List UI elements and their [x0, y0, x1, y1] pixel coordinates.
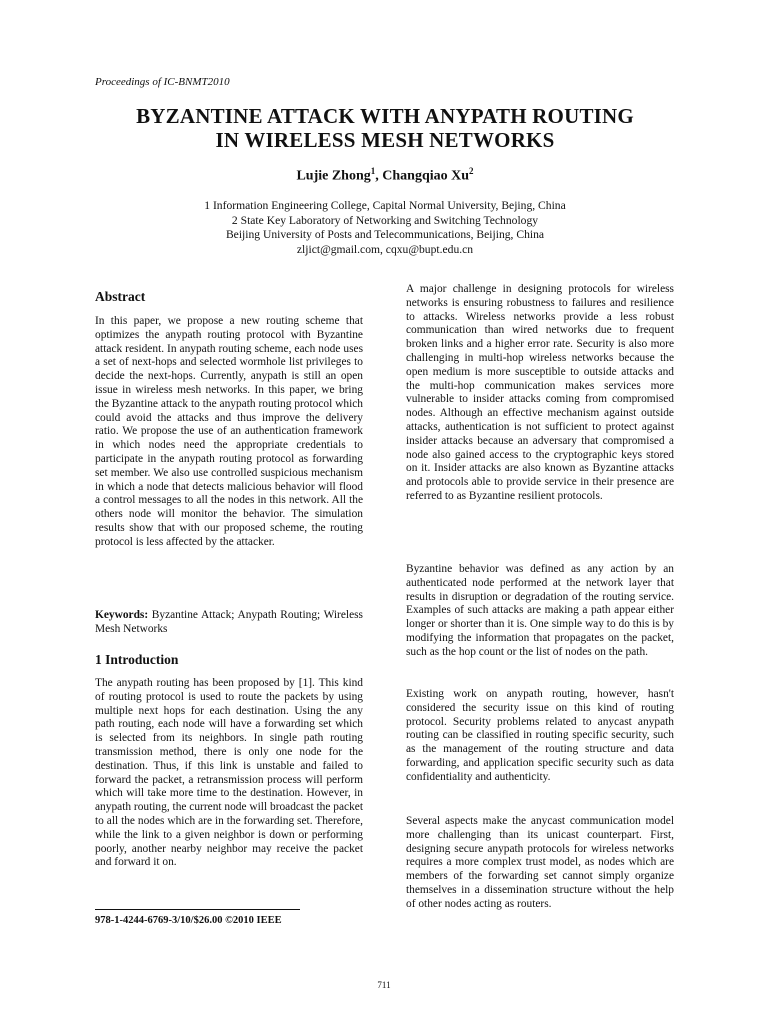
- paper-title: [60, 104, 710, 152]
- abstract-heading: Abstract: [95, 289, 146, 304]
- title-line-1: BYZANTINE ATTACK WITH ANYPATH ROUTING: [136, 104, 634, 128]
- abstract-body: In this paper, we propose a new routing scheme that optimizes the anypath routing protocol with Byzantine attack resident. In anypath routing scheme, each node uses a set of next-hops and selected wormhole list privileges to decide the next-hops. Currently, anypath is still an open issue in wireless mesh networks. In this paper, we bring the Byzantine attack to the anypath routing protocol which could avoid the attacks and thus improve the delivery ratio. We propose the use of an authentication framework in which nodes need the appropriate credentials to participate in the anypath routing protocol as forwarding set member. We also use controlled suspicious mechanism in which a node that detects malicious behavior will flood a control messages to all the nodes in this network. All the others node will monitor the behavior. The simulation results show that with our proposed scheme, the routing protocol is less affected by the attacker.: [95, 315, 363, 548]
- introduction-heading: 1 Introduction: [95, 652, 179, 667]
- author-separator: ,: [375, 168, 383, 184]
- right-paragraph-3: Existing work on anypath routing, however, hasn't considered the security issue on this kind of routing protocol. Security problems related to anycast anypath routing can be classified in routing specific security, such as the management of the routing structure and data forwarding, and application specific security such as data confidentiality and authenticity.: [406, 688, 674, 783]
- right-paragraph-1: A major challenge in designing protocols for wireless networks is ensuring robustness to failures and resilience to attacks. Wireless networks provide a less robust communication than wired networks due to frequent broken links and a higher error rate. Security is also more challenging in multi-hop wireless networks because the open medium is more susceptible to outside attacks and the multi-hop communication makes services more vulnerable to insider attacks coming from compromised nodes. Although an effective mechanism against outside attacks, authentication is not sufficient to protect against insider attacks because an adversary that compromised a node also gained access to the cryptographic keys stored on it. Insider attacks are also known as Byzantine attacks and protocols able to provide service in their presence are referred to as Byzantine resilient protocols.: [406, 283, 674, 502]
- author-1-affil-mark: 1: [370, 166, 376, 176]
- keywords: [95, 609, 363, 637]
- title-line-2: IN WIRELESS MESH NETWORKS: [215, 128, 555, 152]
- author-list: [60, 166, 710, 185]
- affiliations: [60, 199, 710, 257]
- isbn-footnote: 978-1-4244-6769-3/10/$26.00 ©2010 IEEE: [95, 915, 282, 926]
- author-2-affil-mark: 2: [469, 166, 474, 176]
- keywords-label: Keywords:: [95, 609, 149, 621]
- page-number: 711: [377, 980, 391, 990]
- right-paragraph-4: Several aspects make the anycast communication model more challenging than its unicast counterpart. First, designing secure anypath protocols for wireless networks requires a more complex trust model, as nodes which are members of the forwarding set cannot simply organize themselves in a dissemination structure without the help of other nodes acting as routers.: [406, 815, 674, 910]
- author-1: Lujie Zhong: [296, 168, 371, 184]
- right-paragraph-2: Byzantine behavior was defined as any action by an authenticated node performed at the network layer that results in disruption or degradation of the routing service. Examples of such attacks are making a path appear either longer or shorter than it is. One simple way to do this is by modifying the information that propagates on the packet, such as the hop count or the list of nodes on the path.: [406, 563, 674, 658]
- affiliation-emails: zljict@gmail.com, cqxu@bupt.edu.cn: [296, 242, 474, 256]
- keywords-text: Byzantine Attack; Anypath Routing; Wireless Mesh Networks: [95, 609, 363, 635]
- affiliation-line: 2 State Key Laboratory of Networking and Switching Technology: [231, 213, 539, 227]
- introduction-paragraph: The anypath routing has been proposed by [1]. This kind of routing protocol is used to route the packets by using multiple next hops for each destination. Using the any path routing, each node will have a forwarding set which is selected from its neighbors. In single path routing transmission method, there is only one node for the destination. Thus, if this link is unstable and failed to forward the packet, a retransmission process will perform which will take more time to the destination. However, in anypath routing, the current node will broadcast the packet to all the nodes which are in the forwarding set. Therefore, while the link to a given neighbor is down or performing poorly, another nearby neighbor may receive the packet and forward it on.: [95, 677, 363, 869]
- affiliation-line: Beijing University of Posts and Telecommunications, Beijing, China: [225, 228, 545, 242]
- author-2: Changqiao Xu: [382, 168, 470, 184]
- footnote-rule: [95, 909, 300, 910]
- affiliation-line: 1 Information Engineering College, Capital Normal University, Bejing, China: [204, 199, 566, 212]
- proceedings-header: Proceedings of IC-BNMT2010: [95, 76, 230, 88]
